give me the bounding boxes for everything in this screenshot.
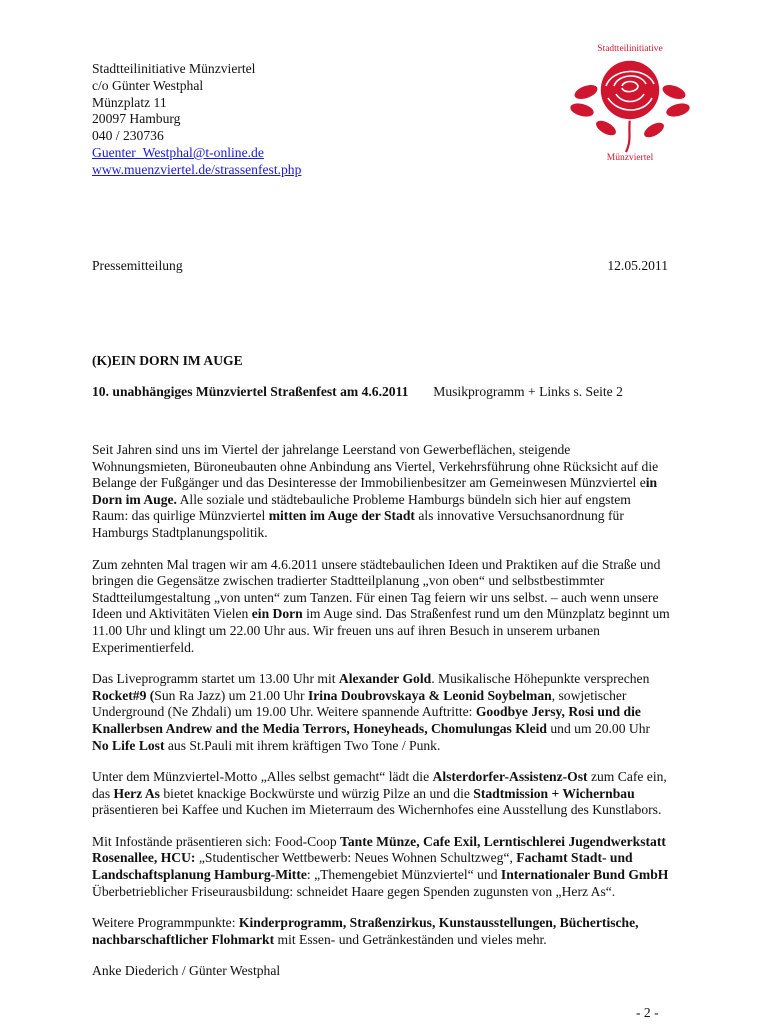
- text-run: „Studentischer Wettbewerb: Neues Wohnen Schultzweg“,: [195, 850, 517, 866]
- website-link[interactable]: www.muenzviertel.de/strassenfest.php: [92, 161, 302, 177]
- bold-text-run: Alsterdorfer-Assistenz-Ost: [432, 769, 588, 785]
- bold-text-run: Herz As: [113, 785, 160, 801]
- headline: (K)EIN DORN IM AUGE: [92, 353, 243, 368]
- subheadline-event: 10. unabhängiges Münzviertel Straßenfest am 4.6.2011: [92, 384, 409, 399]
- logo-top-text: Stadtteilinitiative: [597, 44, 663, 54]
- sender-phone: 040 / 230736: [92, 128, 164, 144]
- paragraph: [92, 671, 670, 754]
- bold-text-run: in Dorn im Auge.: [92, 475, 658, 507]
- organization-logo: [566, 40, 696, 164]
- bold-text-run: Tante Münze, Cafe Exil, Lerntischlerei Jugendwerkstatt Rosenallee, HCU:: [92, 833, 666, 866]
- signature: [92, 963, 670, 980]
- bold-text-run: Kinderprogramm, Straßenzirkus, Kunstausstellungen, Büchertische, nachbarschaftlicher Flohmarkt: [92, 915, 639, 947]
- text-run: Seit Jahren sind uns im Viertel der jahrelange Leerstand von Gewerbeflächen, steigende Wohnungsmieten, Büroneubauten ohne Anbindung ans Viertel, Verkehrsführung ohne Rücksicht auf die Belange der Fußgänger und das Desinteresse der Immobilienbesitzer am Gemeinwesen Münzviertel e: [92, 442, 659, 491]
- paragraph: [92, 915, 670, 948]
- text-run: präsentieren bei Kaffee und Kuchen im Mieterraum des Wichernhofes eine Ausstellung des Kunstlabors.: [92, 802, 662, 818]
- document-type-label: Pressemitteilung: [92, 258, 183, 273]
- paragraph: [92, 834, 670, 900]
- text-run: und um 20.00 Uhr: [546, 720, 651, 736]
- text-run: . Musikalische Höhepunkte versprechen: [431, 671, 650, 687]
- text-run: Alle soziale und städtebauliche Probleme Hamburgs bündeln sich hier auf engstem Raum: das quirlige Münzviertel: [92, 491, 631, 524]
- text-run: bietet knackige Bockwürste und würzig Pilze an und die: [159, 785, 474, 801]
- bold-text-run: Rocket#9 (: [92, 687, 155, 703]
- subheadline: [92, 384, 623, 401]
- text-run: Das Liveprogramm startet um 13.00 Uhr mit: [92, 671, 339, 687]
- sender-city: 20097 Hamburg: [92, 111, 181, 127]
- bold-text-run: ein Dorn: [251, 606, 303, 622]
- bold-text-run: Irina Doubrovskaya & Leonid Soybelman: [307, 687, 552, 703]
- rose-icon: [566, 40, 696, 164]
- email-link[interactable]: Guenter_Westphal@t-online.de: [92, 144, 264, 160]
- logo-bottom-text: Münzviertel: [606, 153, 654, 163]
- body-text: [92, 442, 670, 995]
- bold-text-run: No Life Lost: [92, 737, 165, 753]
- text-run: Sun Ra Jazz) um 21.00 Uhr: [154, 687, 308, 703]
- paragraph: [92, 442, 670, 542]
- bold-text-run: Alexander Gold: [338, 671, 432, 687]
- text-run: als innovative Versuchsanordnung für Hamburgs Stadtplanungspolitik.: [92, 508, 624, 540]
- subheadline-note: Musikprogramm + Links s. Seite 2: [433, 384, 623, 399]
- text-run: aus St.Pauli mit ihrem kräftigen Two Tone / Punk.: [164, 737, 441, 753]
- sender-org: Stadtteilinitiative Münzviertel: [92, 61, 256, 76]
- page-number: - 2 -: [636, 1005, 659, 1020]
- text-run: mit Essen- und Getränkeständen und vieles mehr.: [274, 931, 547, 947]
- text-run: , sowjetischer Underground (Ne Zhdali) um 19.00 Uhr. Weitere spannende Auftritte:: [92, 687, 627, 720]
- sender-address-block: [92, 61, 512, 179]
- text-run: Überbetrieblicher Friseurausbildung: schneidet Haare gegen Spenden zugunsten von „Herz As“.: [92, 883, 616, 899]
- bold-text-run: mitten im Auge der Stadt: [268, 508, 415, 524]
- text-run: Mit Infostände präsentieren sich: Food-Coop: [92, 833, 341, 849]
- text-run: zum Cafe ein, das: [92, 769, 667, 801]
- text-run: Weitere Programmpunkte:: [92, 915, 239, 931]
- bold-text-run: Internationaler Bund GmbH: [500, 867, 669, 883]
- paragraph: [92, 769, 670, 819]
- bold-text-run: Stadtmission + Wichernbau: [473, 785, 635, 801]
- text-run: : „Themengebiet Münzviertel“ und: [306, 867, 501, 883]
- text-run: im Auge sind. Das Straßenfest rund um den Münzplatz beginnt um 11.00 Uhr und klingt um 22.00 Uhr aus. Wir freuen uns auf ihren Besuch in unserem urbanen Experimentierfeld.: [92, 606, 670, 655]
- sender-street: Münzplatz 11: [92, 94, 167, 110]
- bold-text-run: Fachamt Stadt- und Landschaftsplanung Hamburg-Mitte: [92, 850, 633, 883]
- sender-co: c/o Günter Westphal: [92, 77, 204, 93]
- bold-text-run: Goodbye Jersy, Rosi und die Knallerbsen Andrew and the Media Terrors, Honeyheads, Chomulungas Kleid: [92, 704, 641, 736]
- paragraph: [92, 557, 670, 657]
- document-date: 12.05.2011: [607, 258, 668, 273]
- text-run: Anke Diederich / Günter Westphal: [92, 963, 281, 979]
- text-run: Zum zehnten Mal tragen wir am 4.6.2011 unsere städtebaulichen Ideen und Praktiken auf die Straße und bringen die Gegensätze zwischen tradierter Stadtteilplanung „von oben“ und selbstbestimmter Stadtteilumgestaltung „von unten“ zum Tanzen. Für einen Tag feiern wir uns selbst. – auch wenn unsere Ideen und Aktivitäten Vielen: [92, 556, 661, 622]
- text-run: Unter dem Münzviertel-Motto „Alles selbst gemacht“ lädt die: [92, 769, 433, 785]
